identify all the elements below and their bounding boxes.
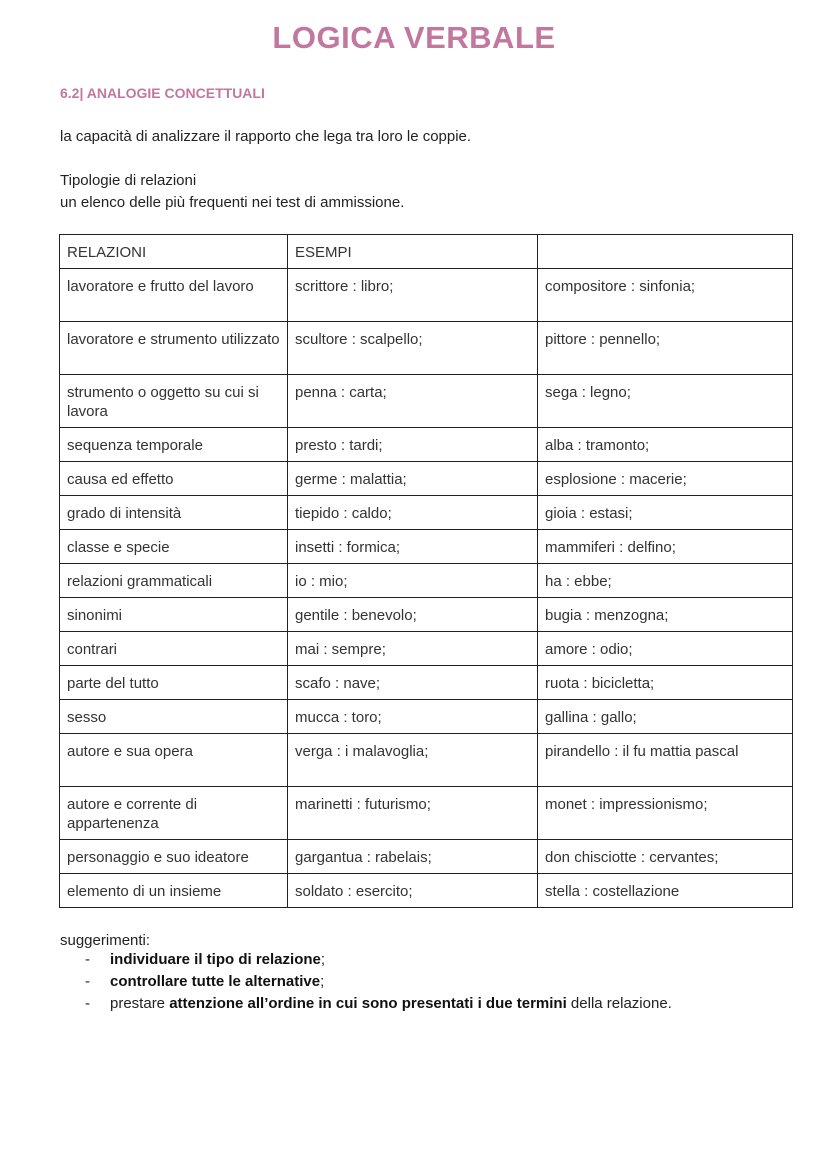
example-cell: presto : tardi;	[288, 428, 538, 462]
intro-text: la capacità di analizzare il rapporto che lega tra loro le coppie.	[60, 128, 472, 145]
relation-cell: sequenza temporale	[60, 428, 288, 462]
suggestions-list	[60, 949, 672, 1015]
relation-cell: causa ed effetto	[60, 462, 288, 496]
table-row	[60, 462, 793, 496]
example-cell: marinetti : futurismo;	[288, 787, 538, 840]
example-cell: io : mio;	[288, 564, 538, 598]
tipologie-line: Tipologie di relazioni	[60, 172, 197, 189]
example-cell: penna : carta;	[288, 375, 538, 428]
suggestion-bold: individuare il tipo di relazione	[110, 951, 321, 968]
suggestions-block	[60, 932, 672, 1015]
relation-cell: lavoratore e frutto del lavoro	[60, 269, 288, 322]
relation-cell: parte del tutto	[60, 666, 288, 700]
example-cell: pirandello : il fu mattia pascal	[538, 734, 793, 787]
suggestion-item	[60, 949, 672, 971]
table-row	[60, 632, 793, 666]
suggestions-label: suggerimenti:	[60, 932, 151, 949]
table-row	[60, 530, 793, 564]
suggestion-item	[60, 971, 672, 993]
example-cell: mucca : toro;	[288, 700, 538, 734]
suggestion-text: prestare	[110, 995, 170, 1012]
section-heading: 6.2| ANALOGIE CONCETTUALI	[60, 85, 265, 101]
example-cell: sega : legno;	[538, 375, 793, 428]
suggestion-text: della relazione.	[566, 995, 672, 1012]
suggestion-text: ;	[320, 973, 325, 990]
table-row	[60, 496, 793, 530]
bullet-dash: -	[85, 951, 90, 968]
example-cell: scafo : nave;	[288, 666, 538, 700]
relation-cell: autore e sua opera	[60, 734, 288, 787]
relation-cell: grado di intensità	[60, 496, 288, 530]
relation-cell: elemento di un insieme	[60, 874, 288, 908]
relation-cell: sinonimi	[60, 598, 288, 632]
example-cell: alba : tramonto;	[538, 428, 793, 462]
example-cell: gentile : benevolo;	[288, 598, 538, 632]
table-row	[60, 787, 793, 840]
table-header-row	[60, 235, 793, 269]
relation-cell: classe e specie	[60, 530, 288, 564]
example-cell: scrittore : libro;	[288, 269, 538, 322]
example-cell: esplosione : macerie;	[538, 462, 793, 496]
example-cell: germe : malattia;	[288, 462, 538, 496]
tipologie-paragraph	[60, 170, 404, 214]
example-cell: pittore : pennello;	[538, 322, 793, 375]
example-cell: amore : odio;	[538, 632, 793, 666]
example-cell: compositore : sinfonia;	[538, 269, 793, 322]
relation-cell: autore e corrente di appartenenza	[60, 787, 288, 840]
relation-cell: lavoratore e strumento utilizzato	[60, 322, 288, 375]
example-cell: insetti : formica;	[288, 530, 538, 564]
example-cell: bugia : menzogna;	[538, 598, 793, 632]
table-row	[60, 269, 793, 322]
example-cell: soldato : esercito;	[288, 874, 538, 908]
example-cell: tiepido : caldo;	[288, 496, 538, 530]
example-cell: stella : costellazione	[538, 874, 793, 908]
column-header: RELAZIONI	[60, 235, 288, 269]
bullet-dash: -	[85, 995, 90, 1012]
example-cell: gallina : gallo;	[538, 700, 793, 734]
relations-table-body	[60, 235, 793, 908]
table-row	[60, 874, 793, 908]
relations-table	[59, 234, 793, 908]
table-row	[60, 564, 793, 598]
column-header	[538, 235, 793, 269]
table-row	[60, 598, 793, 632]
suggestion-text: ;	[320, 951, 326, 968]
example-cell: ha : ebbe;	[538, 564, 793, 598]
relation-cell: contrari	[60, 632, 288, 666]
tipologie-line: un elenco delle più frequenti nei test di ammissione.	[60, 194, 405, 211]
relation-cell: strumento o oggetto su cui si lavora	[60, 375, 288, 428]
table-row	[60, 700, 793, 734]
table-row	[60, 734, 793, 787]
relation-cell: sesso	[60, 700, 288, 734]
relation-cell: personaggio e suo ideatore	[60, 840, 288, 874]
example-cell: gargantua : rabelais;	[288, 840, 538, 874]
example-cell: mai : sempre;	[288, 632, 538, 666]
column-header: ESEMPI	[288, 235, 538, 269]
table-row	[60, 666, 793, 700]
example-cell: verga : i malavoglia;	[288, 734, 538, 787]
example-cell: ruota : bicicletta;	[538, 666, 793, 700]
bullet-dash: -	[85, 973, 90, 990]
example-cell: mammiferi : delfino;	[538, 530, 793, 564]
table-row	[60, 840, 793, 874]
suggestion-bold: controllare tutte le alternative	[110, 973, 321, 990]
page-title: LOGICA VERBALE	[272, 20, 556, 55]
table-row	[60, 322, 793, 375]
example-cell: don chisciotte : cervantes;	[538, 840, 793, 874]
example-cell: monet : impressionismo;	[538, 787, 793, 840]
suggestion-bold: attenzione all’ordine in cui sono presentati i due termini	[169, 995, 567, 1012]
example-cell: gioia : estasi;	[538, 496, 793, 530]
table-row	[60, 428, 793, 462]
example-cell: scultore : scalpello;	[288, 322, 538, 375]
table-row	[60, 375, 793, 428]
relation-cell: relazioni grammaticali	[60, 564, 288, 598]
suggestion-item	[60, 993, 672, 1015]
